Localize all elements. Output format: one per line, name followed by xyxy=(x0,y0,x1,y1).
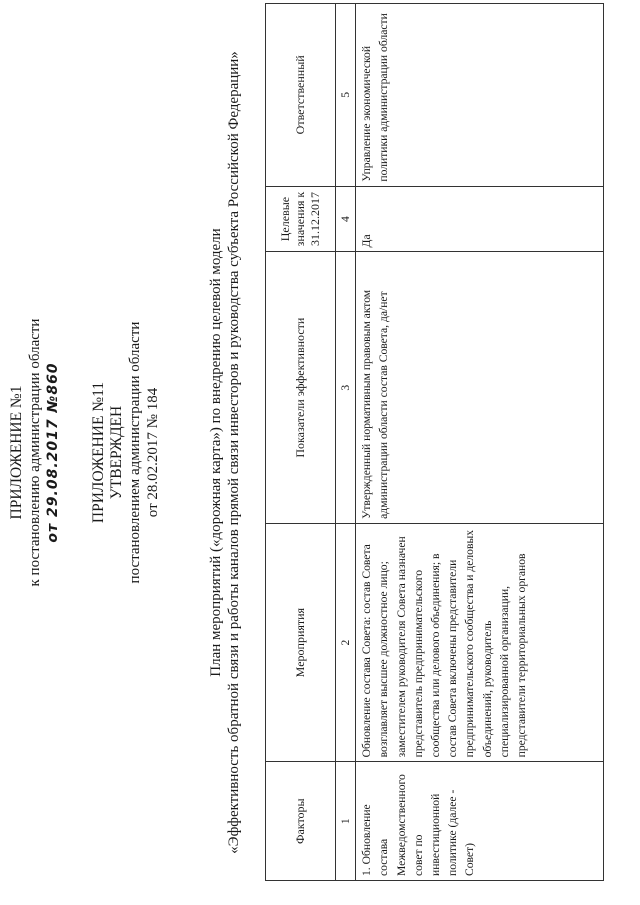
cell-target: Да xyxy=(356,186,604,252)
approved-date: от 28.02.2017 № 184 xyxy=(145,387,161,518)
approved-reference: постановлением администрации области xyxy=(127,321,143,584)
appendix-11-block xyxy=(90,0,162,905)
cell-indicator: Утвержденный нормативным правовым актом администрации области состав Совета, да/нет xyxy=(356,252,604,523)
cell-factor: 1. Обновление состава Межведомственного совет по инвестиционной политике (далее - Совет) xyxy=(356,762,604,881)
handwritten-date-number: от 29.08.2017 №860 xyxy=(45,362,61,543)
header-measures: Мероприятия xyxy=(266,523,336,762)
table-header-row xyxy=(266,4,336,881)
appendix-1-reference: к постановлению администрации области xyxy=(27,318,43,587)
appendix-1-title: ПРИЛОЖЕНИЕ №1 xyxy=(8,385,25,520)
plan-title xyxy=(207,0,243,905)
table-number-row xyxy=(336,4,356,881)
appendix-11-title: ПРИЛОЖЕНИЕ №11 xyxy=(90,381,107,524)
plan-title-line-2: «Эффективность обратной связи и работы каналов прямой связи инвесторов и руководства субъекта Российской Федерации» xyxy=(226,51,242,854)
table-row xyxy=(356,4,604,881)
column-number-5: 5 xyxy=(336,4,356,187)
plan-title-line-1: План мероприятий («дорожная карта») по внедрению целевой модели xyxy=(208,228,224,677)
cell-measures: Обновление состава Совета: состав Совета возглавляет высшее должностное лицо; заместителем руководителя Совета назначен представитель предпринимательского сообщества или делового объединения; в состав Совета включены представители предпринимательского сообщества и деловых объединений, руководитель специализированной организации, представители территориальных органов xyxy=(356,523,604,762)
column-number-2: 2 xyxy=(336,523,356,762)
approved-label: УТВЕРЖДЕН xyxy=(108,405,125,500)
header-responsible: Ответственный xyxy=(266,4,336,187)
roadmap-table xyxy=(265,3,604,881)
column-number-3: 3 xyxy=(336,252,356,523)
column-number-1: 1 xyxy=(336,762,356,881)
header-indicators: Показатели эффективности xyxy=(266,252,336,523)
header-factors: Факторы xyxy=(266,762,336,881)
appendix-1-block xyxy=(8,0,62,905)
column-number-4: 4 xyxy=(336,186,356,252)
header-target-values: Целевые значения к 31.12.2017 xyxy=(266,186,336,252)
cell-responsible: Управление экономической политики администрации области xyxy=(356,4,604,187)
